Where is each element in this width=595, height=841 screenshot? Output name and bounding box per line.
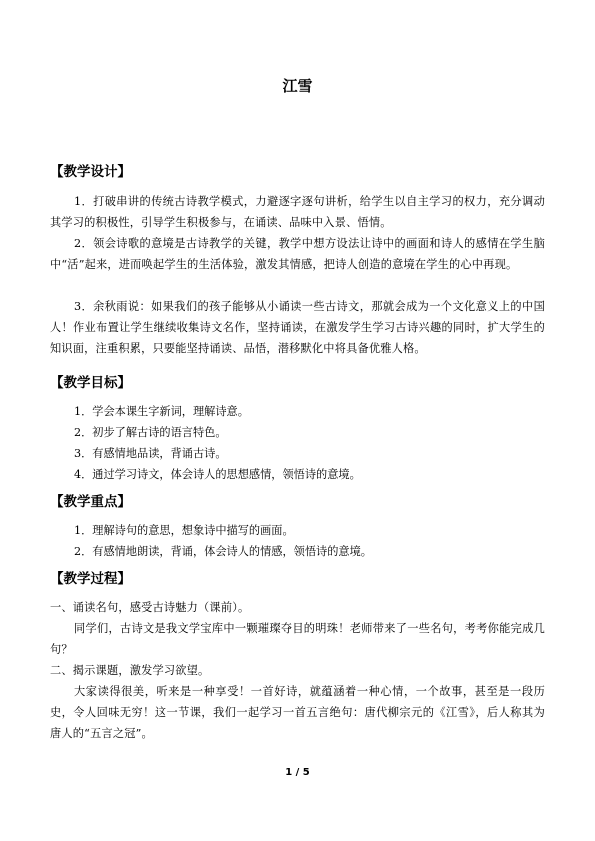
section-heading-process: 【教学过程】: [50, 571, 131, 587]
goal-item-2: 2．初步了解古诗的语言特色。: [74, 426, 227, 439]
design-paragraph-1: 1．打破串讲的传统古诗教学模式，力避逐字逐句讲析，给学生以自主学习的权力，充分调动其学习的积极性，引导学生积极参与，在诵读、品味中入景、悟情。: [50, 195, 545, 229]
process-step-1-text: 同学们，古诗文是我文学宝库中一颗璀璨夺目的明珠！老师带来了一些名句，考考你能完成几句？: [50, 622, 545, 656]
section-heading-goals: 【教学目标】: [50, 375, 131, 391]
process-step-2-title: 二、揭示课题，激发学习欲望。: [50, 664, 210, 677]
key-point-item-2: 2．有感情地朗读，背诵，体会诗人的情感，领悟诗的意境。: [74, 545, 372, 558]
section-heading-design: 【教学设计】: [50, 164, 131, 180]
key-point-item-1: 1．理解诗句的意思，想象诗中描写的画面。: [74, 524, 294, 537]
process-step-2-text: 大家读得很美，听来是一种享受！一首好诗，就蕴涵着一种心情，一个故事，甚至是一段历史，令人回味无穷！这一节课，我们一起学习一首五言绝句：唐代柳宗元的《江雪》，后人称其为唐人的“五言之冠”。: [50, 685, 545, 740]
goal-item-3: 3．有感情地品读，背诵古诗。: [74, 447, 227, 460]
process-step-1-title: 一、诵读名句，感受古诗魅力（课前）。: [50, 601, 250, 614]
page-title: 江雪: [282, 77, 313, 95]
goal-item-4: 4．通过学习诗文，体会诗人的思想感情，领悟诗的意境。: [74, 468, 361, 481]
goal-item-1: 1．学会本课生字新词，理解诗意。: [74, 405, 249, 418]
page-number: 1 / 5: [285, 767, 310, 778]
design-paragraph-3: 3．余秋雨说：如果我们的孩子能够从小诵读一些古诗文，那就会成为一个文化意义上的中国人！作业布置让学生继续收集诗文名作，坚持诵读，在激发学生学习古诗兴趣的同时，扩大学生的知识面，注重积累，只要能坚持诵读、品悟，潜移默化中将具备优雅人格。: [50, 300, 545, 355]
section-heading-key-points: 【教学重点】: [50, 494, 131, 510]
design-paragraph-2: 2．领会诗歌的意境是古诗教学的关键，教学中想方设法让诗中的画面和诗人的感情在学生脑中“活”起来，进而唤起学生的生活体验，激发其情感，把诗人创造的意境在学生的心中再现。: [50, 237, 545, 271]
